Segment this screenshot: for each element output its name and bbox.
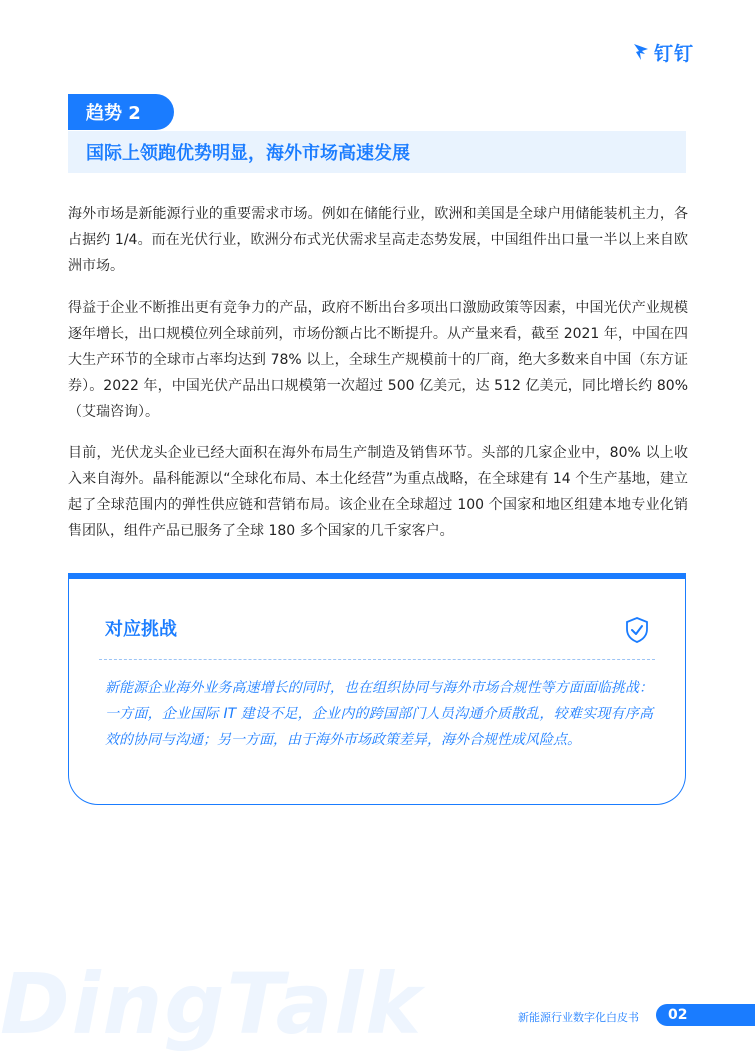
- logo-text: 钉钉: [654, 42, 695, 65]
- trend-label: 趋势 2: [68, 94, 174, 130]
- section-subtitle: 国际上领跑优势明显，海外市场高速发展: [68, 131, 686, 173]
- card-divider: [99, 659, 655, 660]
- dingtalk-watermark: DingTalk: [0, 955, 424, 1053]
- paragraph-2: 得益于企业不断推出更有竞争力的产品，政府不断出台多项出口激励政策等因素，中国光伏产业规模逐年增长，出口规模位列全球前列，市场份额占比不断提升。从产量来看，截至 2021 年，中国在四大生产环节的全球市占率均达到 78% 以上，全球生产规模前十的厂商，绝大多数来自中国（东方证券）。2022 年，中国光伏产品出口规模第一次超过 500 亿美元，达 512 亿美元，同比增长约 80%（艾瑞咨询）。: [68, 300, 688, 420]
- challenge-text: 新能源企业海外业务高速增长的同时，也在组织协同与海外市场合规性等方面面临挑战：一方面，企业国际 IT 建设不足，企业内的跨国部门人员沟通介质散乱，较难实现有序高效的协同与沟通；另一方面，由于海外市场政策差异，海外合规性成风险点。: [105, 680, 653, 748]
- challenge-card: [68, 573, 686, 805]
- dingtalk-logo: [632, 38, 694, 66]
- paragraph-3: 目前，光伏龙头企业已经大面积在海外布局生产制造及销售环节。头部的几家企业中，80% 以上收入来自海外。晶科能源以“全球化布局、本土化经营”为重点战略，在全球建有 14 个生产基地，建立起了全球范围内的弹性供应链和营销布局。该企业在全球超过 100 个国家和地区组建本地专业化销售团队，组件产品已服务了全球 180 多个国家的几千家客户。: [68, 445, 688, 539]
- dingtalk-wing-icon: [632, 42, 650, 62]
- shield-check-icon: [625, 617, 649, 643]
- paragraph-1: 海外市场是新能源行业的重要需求市场。例如在储能行业，欧洲和美国是全球户用储能装机主力，各占据约 1/4。而在光伏行业，欧洲分布式光伏需求呈高走态势发展，中国组件出口量一半以上来自欧洲市场。: [68, 206, 688, 274]
- footer-doc-title: 新能源行业数字化白皮书: [518, 1011, 639, 1024]
- challenge-title: 对应挑战: [105, 619, 177, 640]
- page-number: 02: [656, 1004, 755, 1026]
